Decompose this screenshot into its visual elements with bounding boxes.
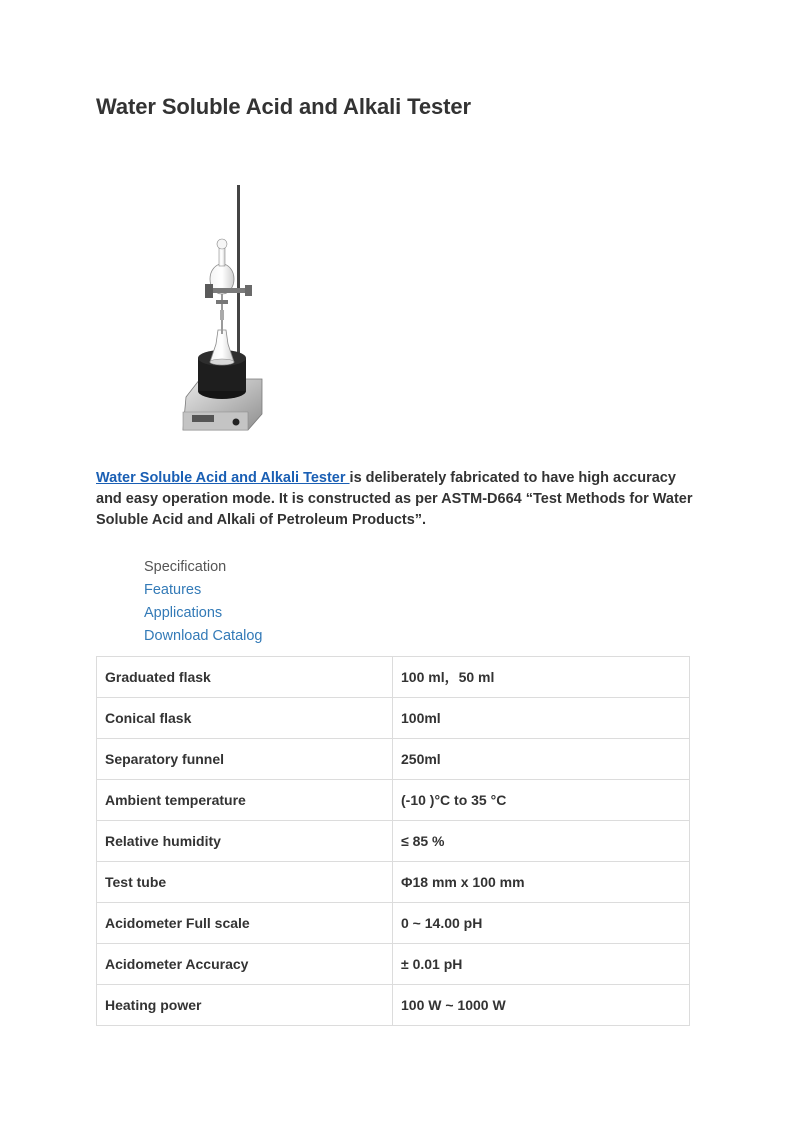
tab-download-catalog[interactable]: Download Catalog <box>144 628 263 644</box>
spec-key: Relative humidity <box>97 821 393 862</box>
product-link[interactable]: Water Soluble Acid and Alkali Tester <box>96 470 350 486</box>
spec-value: 100ml <box>393 698 690 739</box>
table-row <box>97 739 690 780</box>
tab-specification[interactable]: Specification <box>144 559 227 575</box>
spec-key: Graduated flask <box>97 657 393 698</box>
spec-value: 100 ml，50 ml <box>393 657 690 698</box>
spec-value: 250ml <box>393 739 690 780</box>
spec-value: 100 W ~ 1000 W <box>393 985 690 1026</box>
intro-paragraph <box>96 468 696 531</box>
spec-key: Conical flask <box>97 698 393 739</box>
spec-key: Test tube <box>97 862 393 903</box>
tab-applications[interactable]: Applications <box>144 605 223 621</box>
spec-value: ≤ 85 % <box>393 821 690 862</box>
table-row <box>97 657 690 698</box>
table-row <box>97 985 690 1026</box>
tab-features[interactable]: Features <box>144 582 202 598</box>
page-title: Water Soluble Acid and Alkali Tester <box>96 94 471 119</box>
spec-key: Acidometer Accuracy <box>97 944 393 985</box>
spec-key: Ambient temperature <box>97 780 393 821</box>
table-row <box>97 862 690 903</box>
table-row <box>97 780 690 821</box>
table-row <box>97 698 690 739</box>
spec-key: Separatory funnel <box>97 739 393 780</box>
table-row <box>97 903 690 944</box>
product-image <box>178 182 268 438</box>
spec-value: 0 ~ 14.00 pH <box>393 903 690 944</box>
spec-key: Acidometer Full scale <box>97 903 393 944</box>
spec-value: ± 0.01 pH <box>393 944 690 985</box>
table-row <box>97 944 690 985</box>
intro-text: is deliberately fabricated to have high accuracy and easy operation mode. It is constructed as per ASTM-D664 “Test Methods for Water Soluble Acid and Alkali of Petroleum Products”. <box>96 470 693 528</box>
spec-key: Heating power <box>97 985 393 1026</box>
spec-value: Φ18 mm x 100 mm <box>393 862 690 903</box>
specification-table <box>96 656 690 1026</box>
spec-value: (-10 )°C to 35 °C <box>393 780 690 821</box>
section-tabs <box>144 556 263 648</box>
table-row <box>97 821 690 862</box>
